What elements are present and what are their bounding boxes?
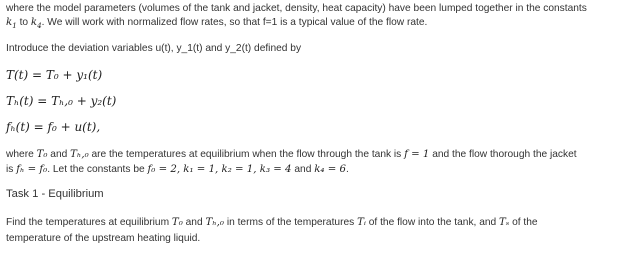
to-text: to [16,17,31,28]
intro-line-1 [6,2,587,15]
task-t0-symbol: T₀ [171,217,183,228]
deviation-intro [6,42,301,55]
task-heading: Task 1 - Equilibrium [6,188,104,200]
intro-line-2 [6,16,427,29]
where-line-1: where T₀ and Tₕ,₀ are the temperatures at equilibrium when the flow through the tank is f = 1 and the flow thorough the jacket [6,149,577,160]
fh-equals-f0: fₕ = f₀ [16,164,48,175]
task-th0-symbol: Tₕ,₀ [205,217,225,228]
where-line-2: is fₕ = f₀. Let the constants be f₀ = 2, k₁ = 1, k₂ = 1, k₃ = 4 and k₄ = 6. [6,164,349,175]
constants-values: f₀ = 2, k₁ = 1, k₂ = 1, k₃ = 4 [147,164,292,175]
t0-symbol: T₀ [36,149,48,160]
normalized-text: . We will work with normalized flow rates, so that f=1 is a typical value of the flow rate. [41,17,428,28]
task-line-2-text: temperature of the upstream heating liquid. [6,233,201,244]
equation-3: fₕ(t) = f₀ + u(t), [6,120,101,134]
th0-symbol: Tₕ,₀ [70,149,89,160]
f-equals-1: f = 1 [404,149,430,160]
equation-1: T(t) = T₀ + y₁(t) [6,68,103,82]
equation-2: Tₕ(t) = Tₕ,₀ + y₂(t) [6,94,117,108]
deviation-intro-text: Introduce the deviation variables u(t), y_1(t) and y_2(t) defined by [6,43,302,54]
k1-symbol: $k_1$ [6,17,17,31]
ti-symbol: Tᵢ [357,217,366,228]
k4-value: k₄ = 6 [314,164,346,175]
intro-text: where the model parameters (volumes of the tank and jacket, density, heat capacity) have been lumped together in the constants [6,3,587,14]
task-line-1: Find the temperatures at equilibrium T₀ and Tₕ,₀ in terms of the temperatures Tᵢ of the flow into the tank, and Tₛ of the [6,217,538,228]
task-line-2 [6,232,200,245]
k4-symbol: $k_4$ [30,17,42,31]
ts-symbol: Tₛ [499,217,510,228]
